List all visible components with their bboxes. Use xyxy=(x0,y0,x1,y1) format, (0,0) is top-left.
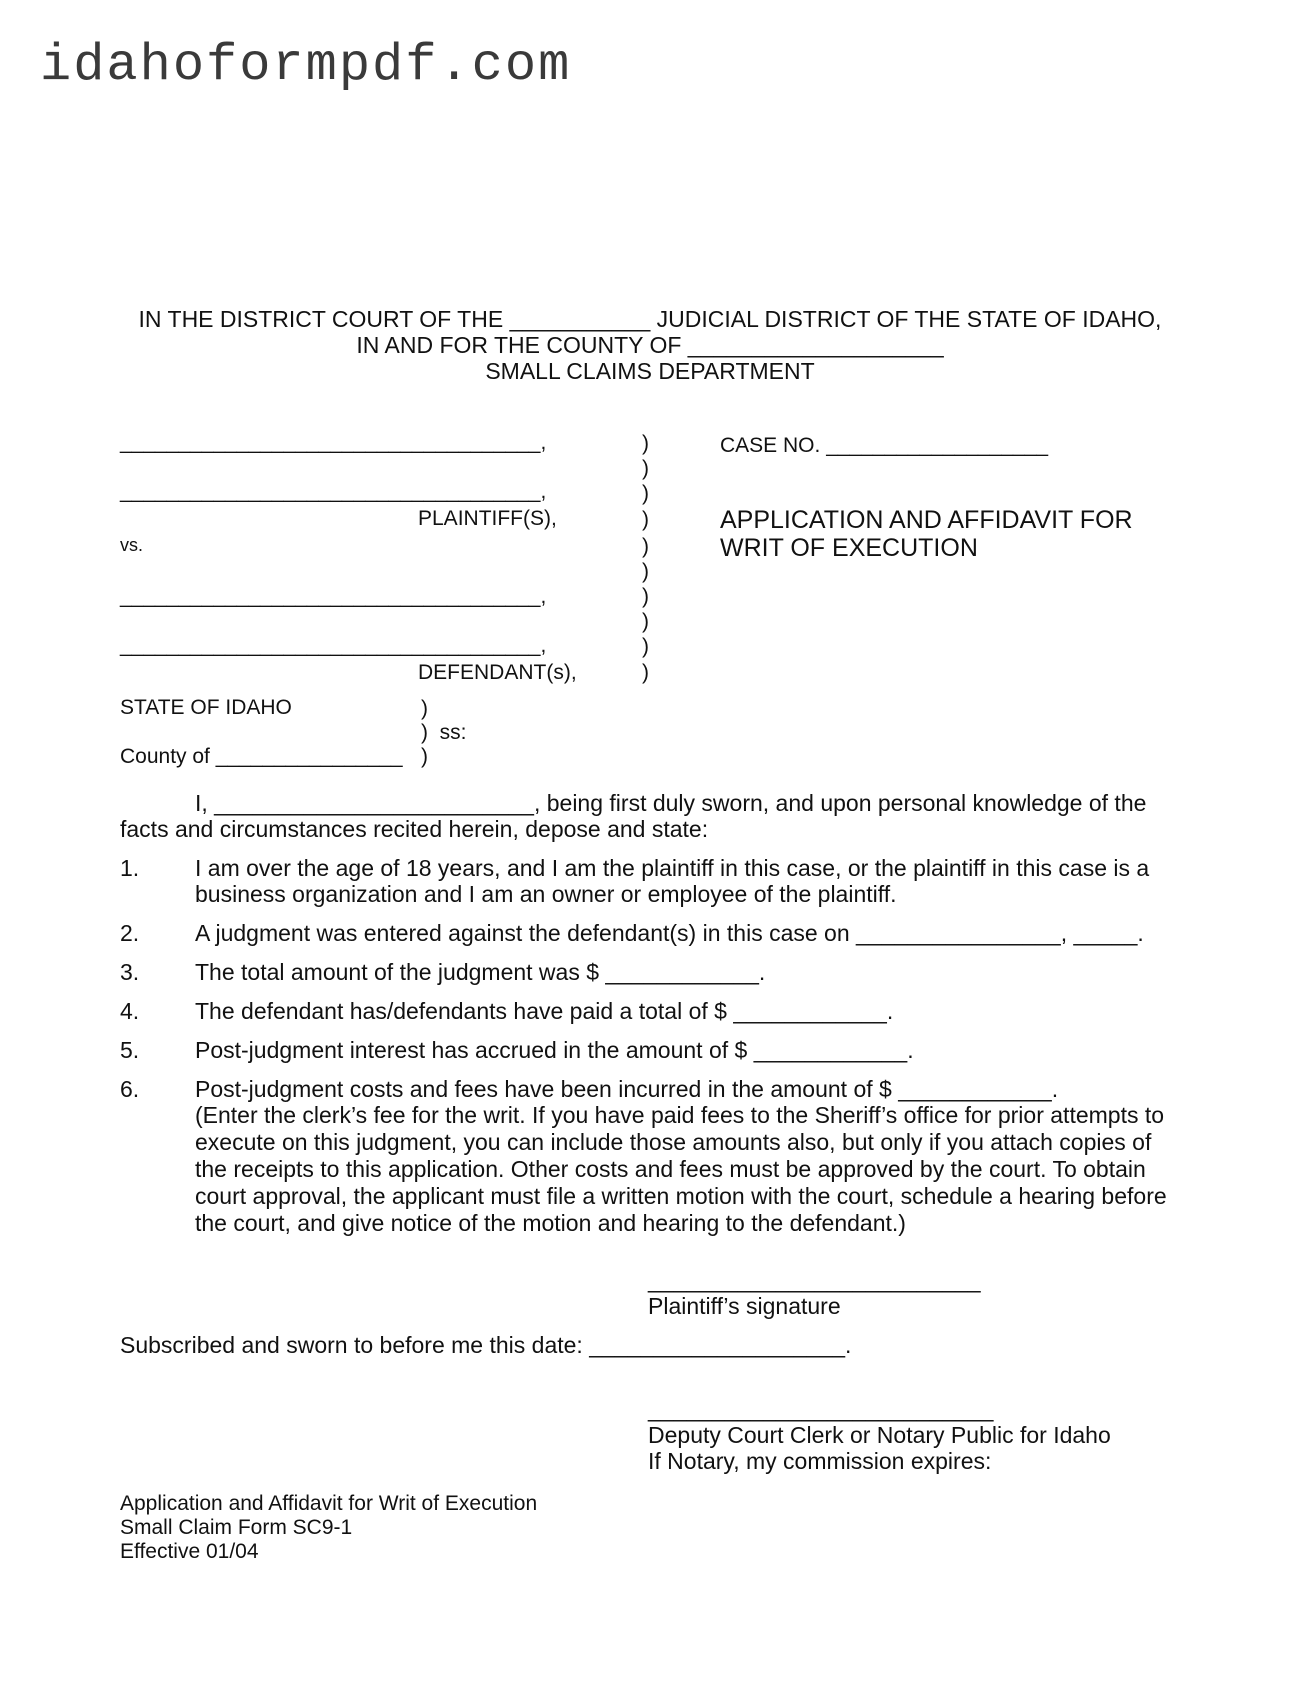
document-title-line2: WRIT OF EXECUTION xyxy=(720,534,978,562)
item-text[interactable]: The total amount of the judgment was $ ____________. xyxy=(195,959,766,985)
court-header-line1: IN THE DISTRICT COURT OF THE ___________ JUDICIAL DISTRICT OF THE STATE OF IDAHO, xyxy=(138,306,1162,332)
caption-paren: ) xyxy=(642,661,649,684)
footer-effective-date: Effective 01/04 xyxy=(120,1540,259,1563)
versus-label: vs. xyxy=(120,535,144,555)
footer-form-number: Small Claim Form SC9-1 xyxy=(120,1516,353,1539)
item-text[interactable]: A judgment was entered against the defendant(s) in this case on ________________, _____. xyxy=(195,920,1144,946)
item-text[interactable]: Post-judgment interest has accrued in the amount of $ ____________. xyxy=(195,1037,914,1063)
caption-paren: ) xyxy=(642,535,649,558)
item-text[interactable]: Post-judgment costs and fees have been incurred in the amount of $ ____________. xyxy=(195,1076,1059,1102)
item-text[interactable]: The defendant has/defendants have paid a total of $ ____________. xyxy=(195,998,894,1024)
caption-paren: ) xyxy=(642,508,649,531)
caption-paren: ) xyxy=(642,482,649,505)
item-number: 4. xyxy=(120,998,140,1024)
venue-ss: ) ss: xyxy=(421,721,467,744)
clerk-signature-line[interactable]: ___________________________ xyxy=(648,1396,994,1422)
affiant-intro-line2: facts and circumstances recited herein, depose and state: xyxy=(120,816,709,842)
defendant-name-line[interactable]: ____________________________________, xyxy=(120,585,547,608)
item-number: 2. xyxy=(120,920,140,946)
caption-paren: ) xyxy=(642,432,649,455)
plaintiff-name-line[interactable]: ____________________________________, xyxy=(120,431,547,454)
item-note: (Enter the clerk’s fee for the writ. If you have paid fees to the Sheriff’s office for prior attempts to execute on this judgment, you can include those amounts also, but only if you attach copies of the receipts to this application. Other costs and fees must be approved by the court. To obtain court approval, the applicant must file a written motion with the court, schedule a hearing before the court, and give notice of the motion and hearing to the defendant.) xyxy=(195,1102,1167,1236)
court-header-line2: IN AND FOR THE COUNTY OF ____________________ xyxy=(356,332,944,358)
item-number: 1. xyxy=(120,855,140,881)
venue-county-field[interactable]: County of ________________ xyxy=(120,745,403,768)
affiant-intro-line1: I, _________________________, being first duly sworn, and upon personal knowledge of the xyxy=(195,790,1147,816)
item-text: I am over the age of 18 years, and I am the plaintiff in this case, or the plaintiff in this case is a xyxy=(195,855,1150,881)
sworn-date-field[interactable]: Subscribed and sworn to before me this date: ____________________. xyxy=(120,1332,852,1358)
venue-paren: ) xyxy=(421,745,428,768)
caption-paren: ) xyxy=(642,560,649,583)
caption-paren: ) xyxy=(642,610,649,633)
venue-state: STATE OF IDAHO xyxy=(120,696,292,719)
footer-form-title: Application and Affidavit for Writ of Execution xyxy=(120,1492,538,1515)
site-watermark: idahoformpdf.com xyxy=(40,36,572,95)
defendant-name-line[interactable]: ____________________________________, xyxy=(120,634,547,657)
caption-paren: ) xyxy=(642,635,649,658)
defendant-label: DEFENDANT(s), xyxy=(418,661,577,684)
caption-paren: ) xyxy=(642,457,649,480)
plaintiff-label: PLAINTIFF(S), xyxy=(418,507,557,530)
caption-paren: ) xyxy=(642,585,649,608)
plaintiff-name-line[interactable]: ____________________________________, xyxy=(120,480,547,503)
venue-paren: ) xyxy=(421,697,428,720)
court-header-line3: SMALL CLAIMS DEPARTMENT xyxy=(485,358,815,384)
plaintiff-signature-label: Plaintiff’s signature xyxy=(648,1293,841,1319)
notary-commission-label: If Notary, my commission expires: xyxy=(648,1448,992,1474)
item-text: business organization and I am an owner or employee of the plaintiff. xyxy=(195,881,897,907)
clerk-label: Deputy Court Clerk or Notary Public for Idaho xyxy=(648,1422,1111,1448)
plaintiff-signature-line[interactable]: __________________________ xyxy=(648,1267,981,1293)
item-number: 3. xyxy=(120,959,140,985)
document-title-line1: APPLICATION AND AFFIDAVIT FOR xyxy=(720,506,1133,534)
case-number-field[interactable]: CASE NO. ___________________ xyxy=(720,434,1049,457)
item-number: 5. xyxy=(120,1037,140,1063)
item-number: 6. xyxy=(120,1076,140,1102)
